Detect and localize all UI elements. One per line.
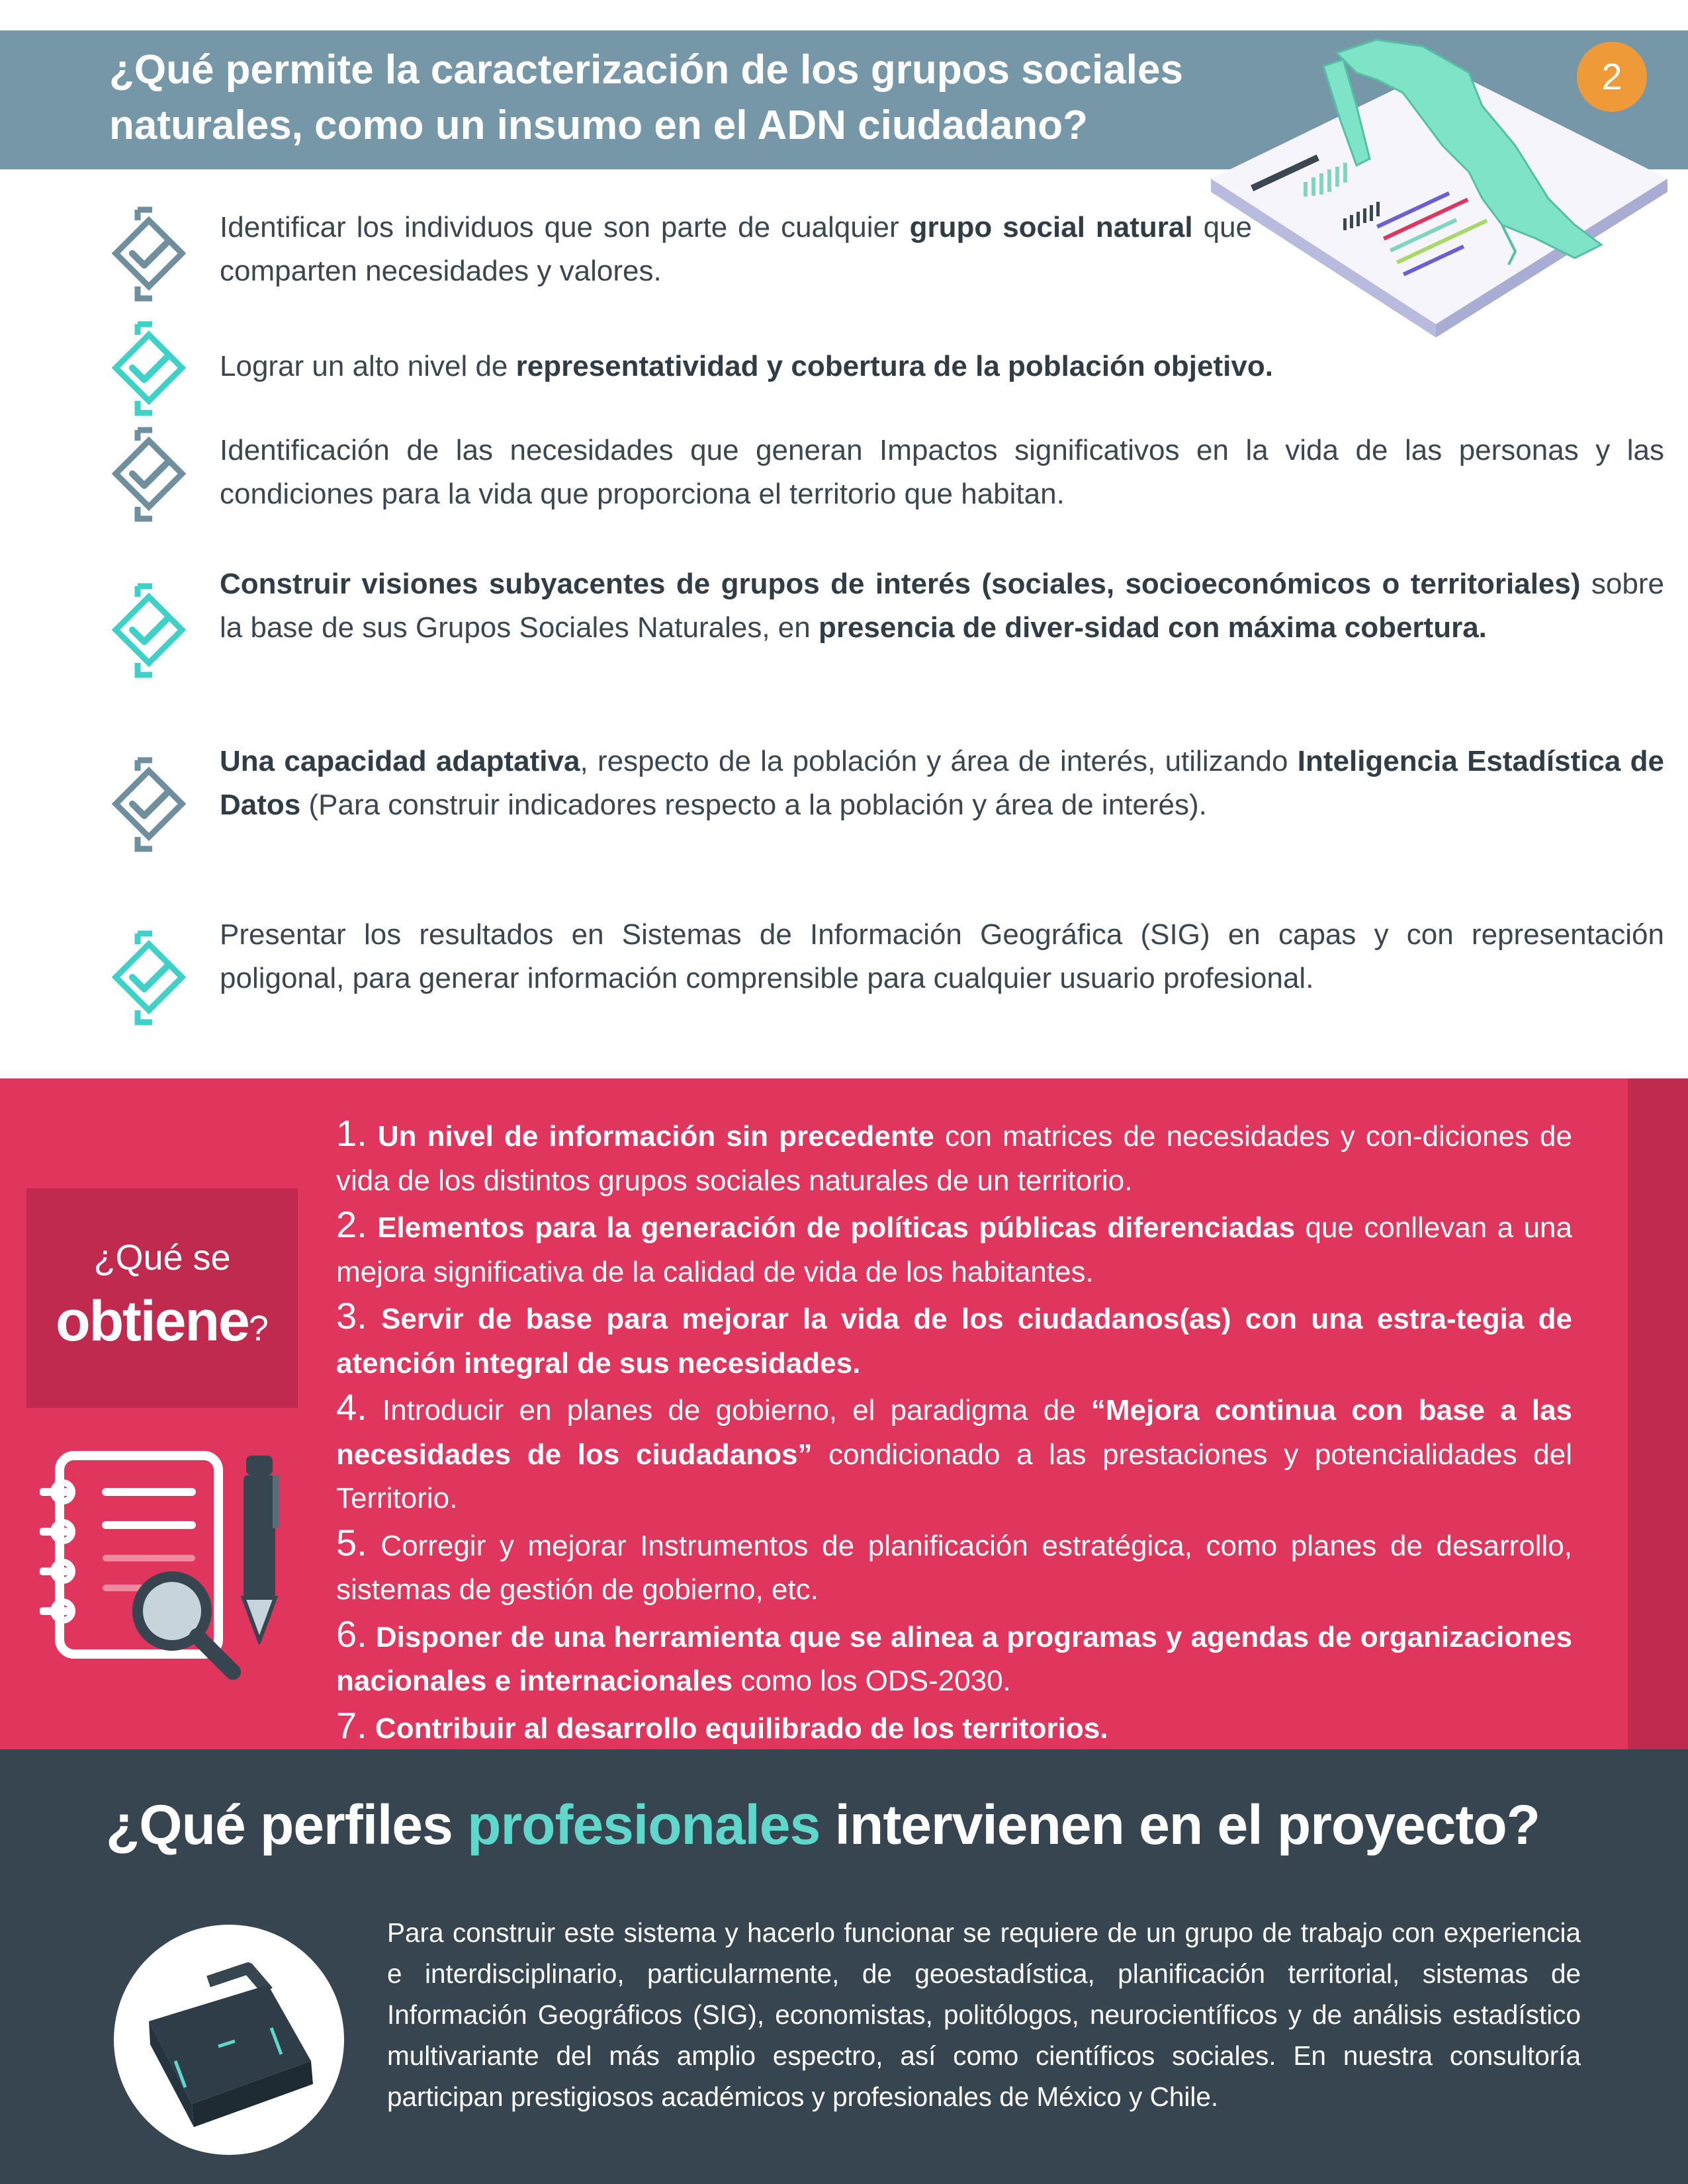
- checklist-text: Una capacidad adaptativa, respecto de la población y área de interés, utilizando Inteligencia Estadística de Datos (Para construir indicadores respecto a la población y área de interés).: [220, 745, 1664, 821]
- result-item: 2. Elementos para la generación de políticas públicas diferenciadas que conllevan a una mejora significativa de la calidad de vida de los habitantes.: [336, 1203, 1572, 1288]
- check-diamond-icon: [106, 320, 192, 419]
- profiles-title: ¿Qué perfiles profesionales intervienen en el proyecto?: [106, 1794, 1540, 1856]
- obtain-heading: obtiene?: [56, 1289, 269, 1353]
- result-item: 4. Introducir en planes de gobierno, el paradigma de “Mejora continua con base a las necesidades de los ciudadanos” condicionado a las prestaciones y potencialidades del Territorio.: [336, 1386, 1573, 1514]
- checklist-text: Identificación de las necesidades que generan Impactos significativos en la vida de las personas y las condiciones para la vida que proporciona el territorio que habitan.: [220, 434, 1664, 510]
- check-diamond-icon: [106, 206, 192, 305]
- check-diamond-icon: [106, 930, 192, 1029]
- results-list: [336, 1112, 1572, 1751]
- checklist-text: Presentar los resultados en Sistemas de Información Geográfica (SIG) en capas y con representación poligonal, para generar información comprensible para cualquier usuario profesional.: [220, 918, 1664, 994]
- result-item: 3. Servir de base para mejorar la vida de los ciudadanos(as) con una estra-tegia de atención integral de sus necesidades.: [336, 1295, 1572, 1379]
- result-item: 1. Un nivel de información sin precedente con matrices de necesidades y con-diciones de vida de los distintos grupos sociales naturales de un territorio.: [336, 1112, 1572, 1197]
- profiles-description: Para construir este sistema y hacerlo funcionar se requiere de un grupo de trabajo con experiencia e interdisciplinario, particularmente, de geoestadística, planificación territorial, sistemas de Información Geográficos (SIG), economistas, politólogos, neurocientíficos y de análisis estadístico multivariante del más amplio espectro, así como científicos sociales. En nuestra consultoría participan prestigiosos académicos y profesionales de México y Chile.: [387, 1917, 1581, 2112]
- pen-icon: [238, 1452, 285, 1644]
- checklist-text: Construir visiones subyacentes de grupos de interés (sociales, socioeconómicos o territoriales) sobre la base de sus Grupos Sociales Naturales, en presencia de diver-sidad con máxima cobertura.: [220, 568, 1664, 644]
- result-item: 5. Corregir y mejorar Instrumentos de planificación estratégica, como planes de desarrollo, sistemas de gestión de gobierno, etc.: [336, 1521, 1572, 1606]
- obtain-question: ¿Qué se: [93, 1238, 231, 1278]
- check-diamond-icon: [106, 582, 192, 681]
- page-number-badge: 2: [1577, 42, 1647, 112]
- check-diamond-icon: [106, 756, 192, 855]
- result-item: 6. Disponer de una herramienta que se alinea a programas y agendas de organizaciones nacionales e internacionales como los ODS-2030.: [336, 1612, 1572, 1697]
- checklist-text: Identificar los individuos que son parte de cualquier grupo social natural que comparten necesidades y valores.: [220, 211, 1253, 287]
- briefcase-icon: [136, 1962, 324, 2127]
- check-diamond-icon: [106, 426, 192, 525]
- page-title: ¿Qué permite la caracterización de los grupos sociales naturales, como un insumo en el ADN ciudadano?: [109, 47, 1183, 148]
- result-item: 7. Contribuir al desarrollo equilibrado de los territorios.: [336, 1704, 1108, 1746]
- checklist-text: Lograr un alto nivel de representatividad y cobertura de la población objetivo.: [220, 350, 1273, 382]
